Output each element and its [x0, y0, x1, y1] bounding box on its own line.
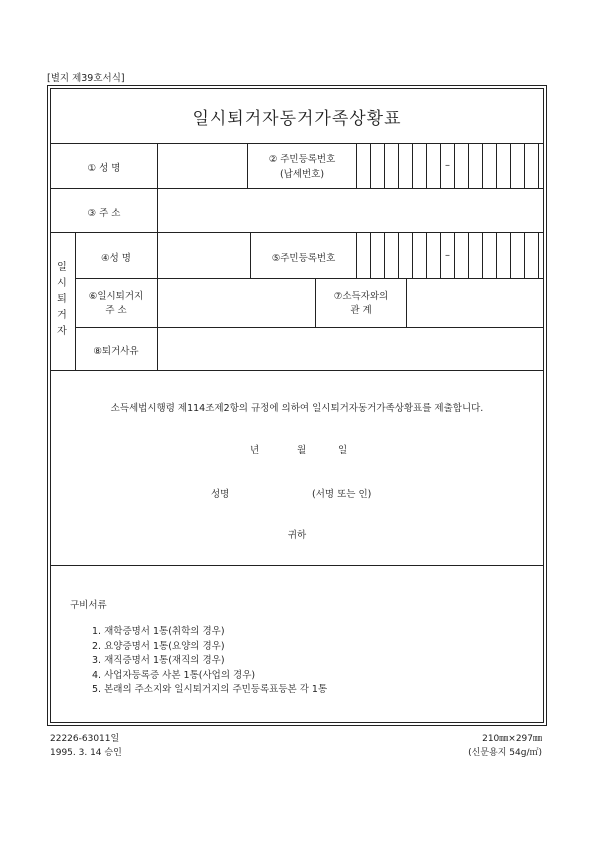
- evac-address-field[interactable]: [158, 279, 314, 326]
- footer-code: 22226-63011일: [50, 734, 120, 744]
- label-relation: [316, 290, 406, 318]
- form-number-tag: [별지 제39호서식]: [47, 73, 125, 84]
- label-ssn: [248, 152, 356, 182]
- side-char: 시: [57, 278, 67, 289]
- ssn-cell[interactable]: [510, 232, 524, 278]
- ssn-cell[interactable]: [398, 143, 412, 188]
- ssn-cell[interactable]: [482, 232, 496, 278]
- ssn-cell[interactable]: [412, 143, 426, 188]
- ssn-dash-cell: –: [440, 232, 454, 278]
- label-ssn-line2: (납세번호): [279, 169, 325, 180]
- ssn-cell[interactable]: [370, 232, 384, 278]
- ssn-cell[interactable]: [454, 143, 468, 188]
- ssn-cell[interactable]: [384, 143, 398, 188]
- documents-list: [92, 625, 327, 698]
- date-year: 년: [250, 445, 260, 456]
- side-char: 자: [57, 326, 67, 337]
- label-evac-name: ④성 명: [101, 253, 131, 264]
- ssn-cell[interactable]: [412, 232, 426, 278]
- footer-paper: (신문용지 54g/㎡): [468, 748, 542, 758]
- ssn-cell[interactable]: [426, 232, 440, 278]
- reason-field[interactable]: [158, 328, 543, 369]
- document-item: 3. 재직증명서 1통(재직의 경우): [92, 655, 225, 666]
- ssn-cell[interactable]: [482, 143, 496, 188]
- divider-docs: [50, 565, 544, 566]
- ssn-cell[interactable]: [384, 232, 398, 278]
- ssn-cell[interactable]: [510, 143, 524, 188]
- ssn-cell[interactable]: [496, 143, 510, 188]
- evac-name-field[interactable]: [158, 233, 249, 277]
- documents-title: 구비서류: [70, 600, 107, 611]
- date-day: 일: [338, 445, 348, 456]
- ssn-cell[interactable]: [454, 232, 468, 278]
- label-address: ③ 주 소: [87, 208, 121, 219]
- footer-approval: 1995. 3. 14 승인: [50, 748, 122, 758]
- signature-label: 성명: [211, 489, 230, 500]
- addressee: 귀하: [287, 530, 307, 541]
- divider-row5: [50, 370, 544, 371]
- ssn-cell[interactable]: [468, 143, 482, 188]
- declaration-statement: 소득세법시행령 제114조제2항의 규정에 의하여 일시퇴거자동거가족상황표를 제출합니다.: [110, 403, 484, 414]
- ssn-input-cells[interactable]: [356, 143, 552, 188]
- label-ssn-line1: ② 주민등록번호: [268, 154, 336, 165]
- label-evac-ssn: ⑤주민등록번호: [271, 253, 336, 264]
- ssn-cell[interactable]: [370, 143, 384, 188]
- relation-field[interactable]: [407, 279, 543, 326]
- ssn-cell[interactable]: [524, 143, 538, 188]
- label-name: ① 성 명: [87, 163, 121, 174]
- footer-size: 210㎜×297㎜: [482, 734, 542, 744]
- side-char: 일: [57, 262, 67, 273]
- ssn-cell[interactable]: [468, 232, 482, 278]
- address-field[interactable]: [158, 189, 543, 231]
- ssn-cell[interactable]: [356, 143, 370, 188]
- evac-ssn-input-cells[interactable]: [356, 232, 552, 278]
- date-month: 월: [297, 445, 307, 456]
- ssn-cell[interactable]: [356, 232, 370, 278]
- side-label-evacuee: [52, 260, 72, 340]
- side-char: 거: [57, 310, 67, 321]
- ssn-cell[interactable]: [538, 232, 552, 278]
- label-relation-line1: ⑦소득자와의: [333, 291, 389, 302]
- document-item: 1. 재학증명서 1통(취학의 경우): [92, 626, 225, 637]
- document-item: 5. 본래의 주소지와 일시퇴거지의 주민등록표등본 각 1통: [92, 684, 328, 695]
- label-reason: ⑧퇴거사유: [93, 346, 139, 357]
- ssn-cell[interactable]: [398, 232, 412, 278]
- label-evac-address-line1: ⑥일시퇴거지: [88, 291, 144, 302]
- document-item: 4. 사업자등록증 사본 1통(사업의 경우): [92, 669, 256, 681]
- side-char: 퇴: [57, 294, 67, 305]
- name-field[interactable]: [158, 144, 246, 187]
- signature-note: (서명 또는 인): [312, 489, 372, 500]
- ssn-cell[interactable]: [538, 143, 552, 188]
- ssn-dash-cell: –: [440, 143, 454, 188]
- label-evac-address: [76, 290, 156, 318]
- label-evac-address-line2: 주 소: [105, 305, 127, 316]
- form-title: 일시퇴거자동거가족상황표: [192, 109, 402, 129]
- ssn-cell[interactable]: [524, 232, 538, 278]
- label-relation-line2: 관 계: [350, 305, 372, 316]
- document-item: 2. 요양증명서 1통(요양의 경우): [92, 640, 225, 652]
- ssn-cell[interactable]: [496, 232, 510, 278]
- ssn-cell[interactable]: [426, 143, 440, 188]
